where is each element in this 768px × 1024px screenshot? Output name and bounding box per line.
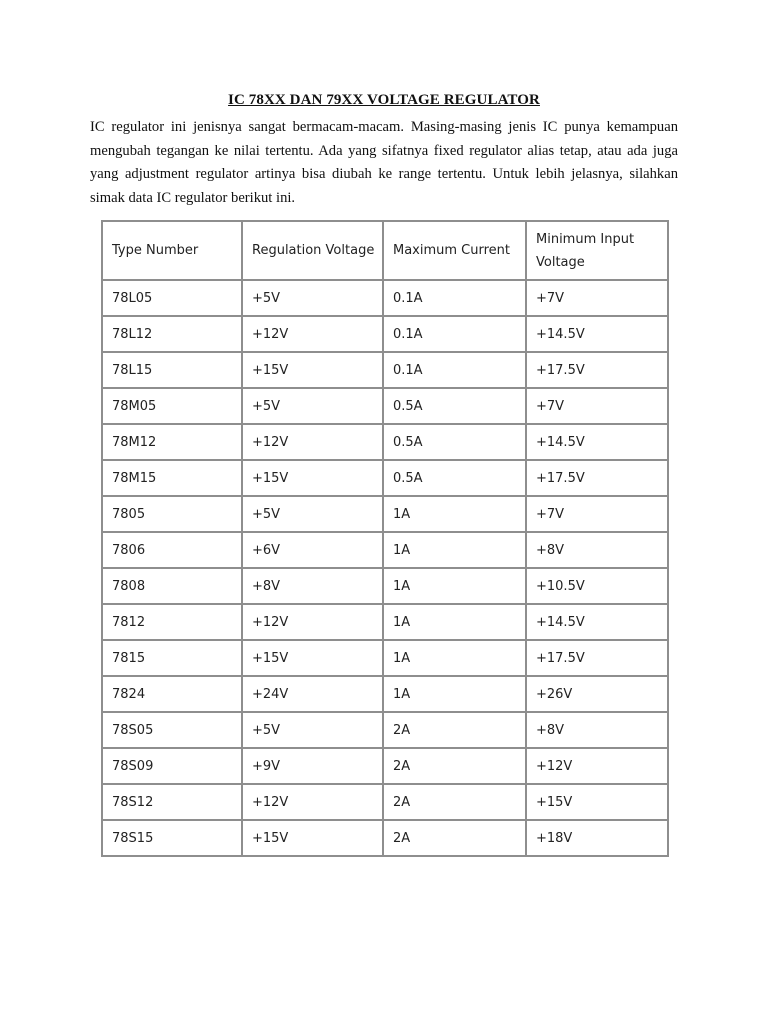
regulation-voltage-cell: +5V bbox=[242, 388, 383, 424]
regulator-table bbox=[101, 220, 669, 857]
minimum-input-voltage-cell: +7V bbox=[526, 388, 668, 424]
table-row bbox=[102, 424, 668, 460]
type-number-cell: 7824 bbox=[102, 676, 242, 712]
regulation-voltage-cell: +15V bbox=[242, 352, 383, 388]
regulation-voltage-cell: +5V bbox=[242, 496, 383, 532]
regulation-voltage-cell: +6V bbox=[242, 532, 383, 568]
maximum-current-cell: 0.5A bbox=[383, 388, 526, 424]
maximum-current-cell: 1A bbox=[383, 640, 526, 676]
table-row bbox=[102, 640, 668, 676]
type-number-cell: 78S09 bbox=[102, 748, 242, 784]
maximum-current-cell: 2A bbox=[383, 748, 526, 784]
maximum-current-cell: 1A bbox=[383, 676, 526, 712]
type-number-cell: 78L05 bbox=[102, 280, 242, 316]
type-number-cell: 78M05 bbox=[102, 388, 242, 424]
minimum-input-voltage-cell: +14.5V bbox=[526, 424, 668, 460]
maximum-current-cell: 0.5A bbox=[383, 460, 526, 496]
regulation-voltage-cell: +5V bbox=[242, 280, 383, 316]
regulation-voltage-cell: +12V bbox=[242, 316, 383, 352]
table-body bbox=[102, 280, 668, 856]
table-row bbox=[102, 532, 668, 568]
type-number-cell: 7805 bbox=[102, 496, 242, 532]
maximum-current-cell: 1A bbox=[383, 568, 526, 604]
regulation-voltage-cell: +9V bbox=[242, 748, 383, 784]
type-number-cell: 78M15 bbox=[102, 460, 242, 496]
regulation-voltage-cell: +12V bbox=[242, 604, 383, 640]
type-number-cell: 78L15 bbox=[102, 352, 242, 388]
type-number-cell: 78L12 bbox=[102, 316, 242, 352]
minimum-input-voltage-cell: +8V bbox=[526, 532, 668, 568]
type-number-cell: 78S05 bbox=[102, 712, 242, 748]
table-row bbox=[102, 460, 668, 496]
minimum-input-voltage-cell: +17.5V bbox=[526, 460, 668, 496]
regulation-voltage-cell: +15V bbox=[242, 460, 383, 496]
intro-paragraph: IC regulator ini jenisnya sangat bermacam-macam. Masing-masing jenis IC punya kemampuan mengubah tegangan ke nilai tertentu. Ada yang sifatnya fixed regulator alias tetap, atau ada juga yang adjustment regulator artinya bisa diubah ke range tertentu. Untuk lebih jelasnya, silahkan simak data IC regulator berikut ini. bbox=[90, 119, 678, 206]
minimum-input-voltage-cell: +7V bbox=[526, 280, 668, 316]
type-number-cell: 78M12 bbox=[102, 424, 242, 460]
minimum-input-voltage-cell: +14.5V bbox=[526, 316, 668, 352]
document-title: IC 78XX DAN 79XX VOLTAGE REGULATOR bbox=[228, 92, 540, 108]
minimum-input-voltage-cell: +17.5V bbox=[526, 352, 668, 388]
table-row bbox=[102, 748, 668, 784]
type-number-cell: 7808 bbox=[102, 568, 242, 604]
table-row bbox=[102, 316, 668, 352]
table-row bbox=[102, 784, 668, 820]
maximum-current-cell: 0.1A bbox=[383, 280, 526, 316]
maximum-current-cell: 0.1A bbox=[383, 316, 526, 352]
minimum-input-voltage-cell: +14.5V bbox=[526, 604, 668, 640]
table-row bbox=[102, 820, 668, 856]
regulation-voltage-cell: +24V bbox=[242, 676, 383, 712]
regulation-voltage-cell: +12V bbox=[242, 784, 383, 820]
table-row bbox=[102, 352, 668, 388]
table-row bbox=[102, 604, 668, 640]
regulation-voltage-cell: +8V bbox=[242, 568, 383, 604]
table-header-row bbox=[102, 221, 668, 280]
type-number-cell: 78S12 bbox=[102, 784, 242, 820]
header-regulation-voltage: Regulation Voltage bbox=[242, 221, 383, 280]
maximum-current-cell: 2A bbox=[383, 784, 526, 820]
type-number-cell: 7806 bbox=[102, 532, 242, 568]
maximum-current-cell: 1A bbox=[383, 604, 526, 640]
minimum-input-voltage-cell: +7V bbox=[526, 496, 668, 532]
maximum-current-cell: 1A bbox=[383, 496, 526, 532]
minimum-input-voltage-cell: +26V bbox=[526, 676, 668, 712]
type-number-cell: 7815 bbox=[102, 640, 242, 676]
regulation-voltage-cell: +15V bbox=[242, 640, 383, 676]
regulation-voltage-cell: +5V bbox=[242, 712, 383, 748]
maximum-current-cell: 2A bbox=[383, 820, 526, 856]
type-number-cell: 78S15 bbox=[102, 820, 242, 856]
minimum-input-voltage-cell: +8V bbox=[526, 712, 668, 748]
maximum-current-cell: 0.5A bbox=[383, 424, 526, 460]
minimum-input-voltage-cell: +15V bbox=[526, 784, 668, 820]
maximum-current-cell: 0.1A bbox=[383, 352, 526, 388]
table-row bbox=[102, 712, 668, 748]
minimum-input-voltage-cell: +17.5V bbox=[526, 640, 668, 676]
header-type-number: Type Number bbox=[102, 221, 242, 280]
table-row bbox=[102, 388, 668, 424]
header-maximum-current: Maximum Current bbox=[383, 221, 526, 280]
regulation-voltage-cell: +12V bbox=[242, 424, 383, 460]
header-minimum-input-voltage: Minimum Input Voltage bbox=[526, 221, 668, 280]
table-row bbox=[102, 280, 668, 316]
type-number-cell: 7812 bbox=[102, 604, 242, 640]
table-row bbox=[102, 496, 668, 532]
maximum-current-cell: 2A bbox=[383, 712, 526, 748]
regulation-voltage-cell: +15V bbox=[242, 820, 383, 856]
table-row bbox=[102, 676, 668, 712]
minimum-input-voltage-cell: +12V bbox=[526, 748, 668, 784]
maximum-current-cell: 1A bbox=[383, 532, 526, 568]
table-row bbox=[102, 568, 668, 604]
minimum-input-voltage-cell: +18V bbox=[526, 820, 668, 856]
minimum-input-voltage-cell: +10.5V bbox=[526, 568, 668, 604]
